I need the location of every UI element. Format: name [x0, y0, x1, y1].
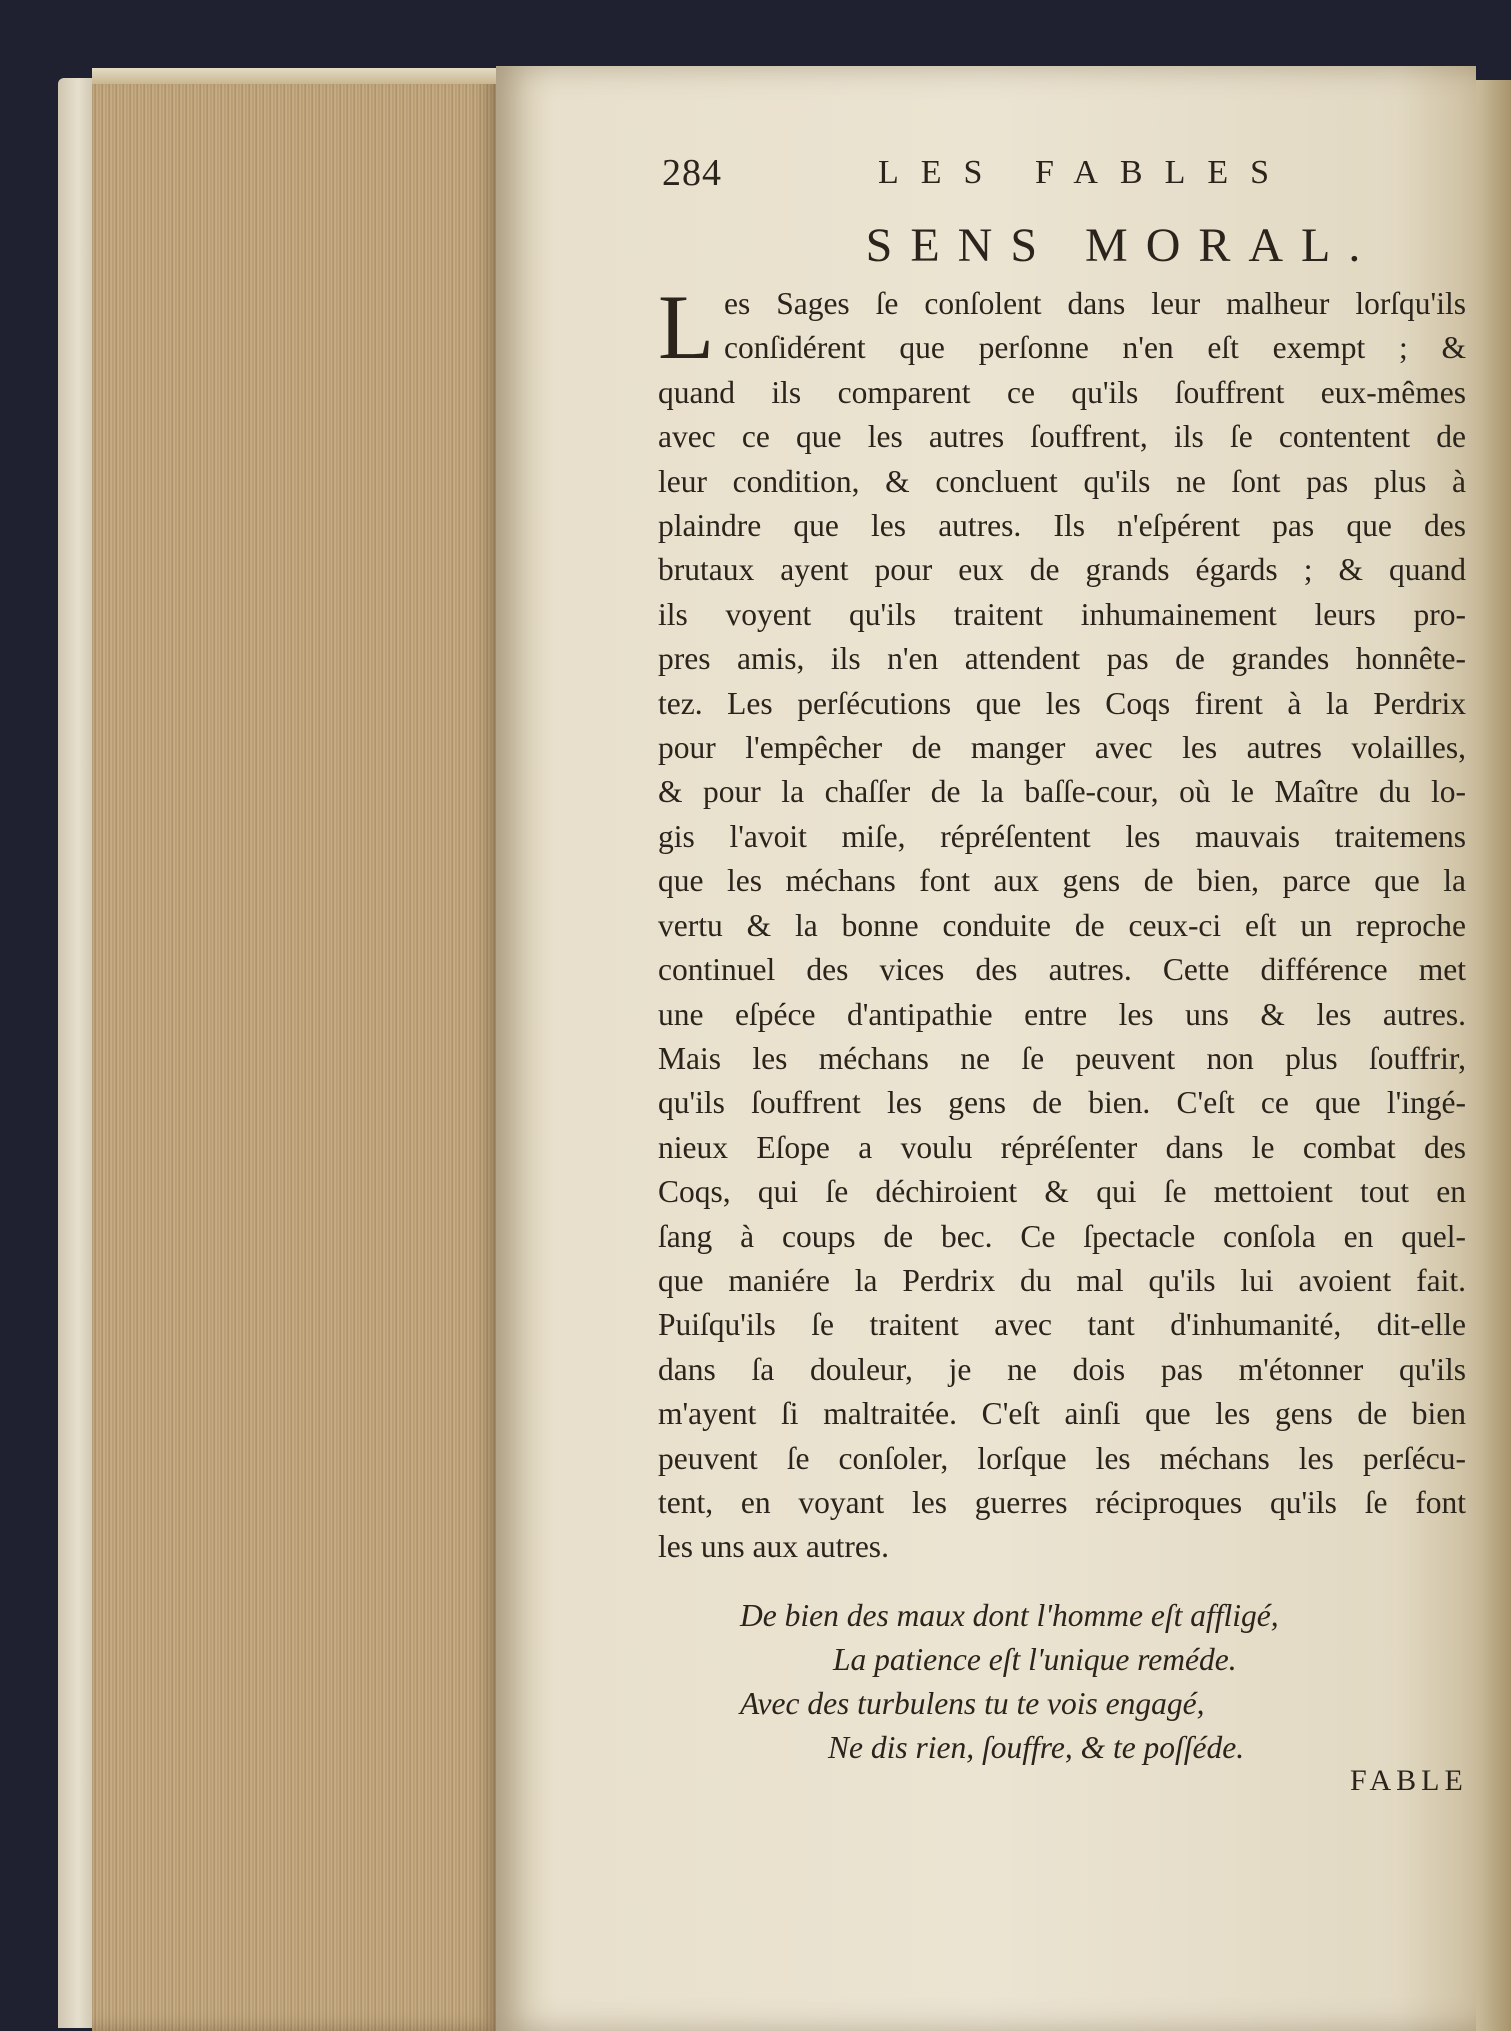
drop-cap: L [658, 276, 715, 378]
text-line: une eſpéce d'antipathie entre les uns & les autres. [658, 996, 1466, 1032]
page-block-edges [92, 68, 504, 2031]
verse-line: Ne dis rien, ſouffre, & te poſſéde. [828, 1729, 1245, 1765]
facing-page-edge [1476, 80, 1511, 2031]
text-line: es Sages ſe conſolent dans leur malheur lorſqu'ils [724, 286, 1466, 321]
text-line: Mais les méchans ne ſe peuvent non plus ſouffrir, [658, 1040, 1466, 1076]
text-line: tez. Les perſécutions que les Coqs firent à la Perdrix [658, 685, 1466, 721]
verse-line: Avec des turbulens tu te vois engagé, [740, 1685, 1205, 1721]
moral-paragraph [658, 276, 1466, 1570]
text-line: conſidérent que perſonne n'en eſt exempt ; & [724, 330, 1466, 366]
text-line: nieux Eſope a voulu répréſenter dans le combat des [658, 1129, 1466, 1165]
text-line: ſang à coups de bec. Ce ſpectacle conſola en quel- [658, 1218, 1466, 1254]
text-line: Puiſqu'ils ſe traitent avec tant d'inhumanité, dit-elle [658, 1307, 1466, 1343]
moral-verse [658, 1594, 1466, 1770]
text-line: Coqs, qui ſe déchiroient & qui ſe mettoient tout en [658, 1174, 1466, 1210]
text-line: avec ce que les autres ſouffrent, ils ſe contentent de [658, 419, 1466, 455]
page-number: 284 [662, 152, 722, 194]
text-line: m'ayent ſi maltraitée. C'eſt ainſi que les gens de bien [658, 1396, 1466, 1432]
text-line: quand ils comparent ce qu'ils ſouffrent eux-mêmes [658, 374, 1466, 410]
text-line: gis l'avoit miſe, répréſentent les mauvais traitemens [658, 818, 1466, 854]
section-heading: SENS MORAL. [865, 219, 1379, 272]
verse-line: De bien des maux dont l'homme eſt affligé, [740, 1597, 1279, 1633]
text-line: que les méchans font aux gens de bien, parce que la [658, 863, 1466, 899]
running-title: LES FABLES [878, 154, 1292, 191]
paragraph-opening [658, 276, 1466, 378]
page-block-top [92, 68, 504, 84]
text-line: tent, en voyant les guerres réciproques qu'ils ſe font [658, 1484, 1466, 1520]
text-line: plaindre que les autres. Ils n'eſpérent pas que des [658, 508, 1466, 544]
text-line: & pour la chaſſer de la baſſe-cour, où le Maître du lo- [658, 774, 1466, 810]
text-line: ils voyent qu'ils traitent inhumainement leurs pro- [658, 596, 1466, 632]
paragraph-lines [658, 371, 1466, 1570]
text-line: que maniére la Perdrix du mal qu'ils lui avoient fait. [658, 1262, 1466, 1298]
text-line: dans ſa douleur, je ne dois pas m'étonner qu'ils [658, 1351, 1466, 1387]
text-line: qu'ils ſouffrent les gens de bien. C'eſt ce que l'ingé- [658, 1085, 1466, 1121]
verse-line: La patience eſt l'unique reméde. [833, 1641, 1237, 1677]
page-text [658, 150, 1466, 1770]
text-line: brutaux ayent pour eux de grands égards ; & quand [658, 552, 1466, 588]
text-line: les uns aux autres. [658, 1529, 889, 1565]
text-line: continuel des vices des autres. Cette différence met [658, 952, 1466, 988]
running-head [658, 150, 1466, 196]
text-line: pour l'empêcher de manger avec les autres volailles, [658, 730, 1466, 766]
text-line: leur condition, & concluent qu'ils ne ſont pas plus à [658, 463, 1466, 499]
catchword: FABLE [1350, 1764, 1468, 1797]
text-line: peuvent ſe conſoler, lorſque les méchans les perſécu- [658, 1440, 1466, 1476]
text-line: vertu & la bonne conduite de ceux-ci eſt un reproche [658, 907, 1466, 943]
text-line: pres amis, ils n'en attendent pas de grandes honnête- [658, 641, 1466, 677]
